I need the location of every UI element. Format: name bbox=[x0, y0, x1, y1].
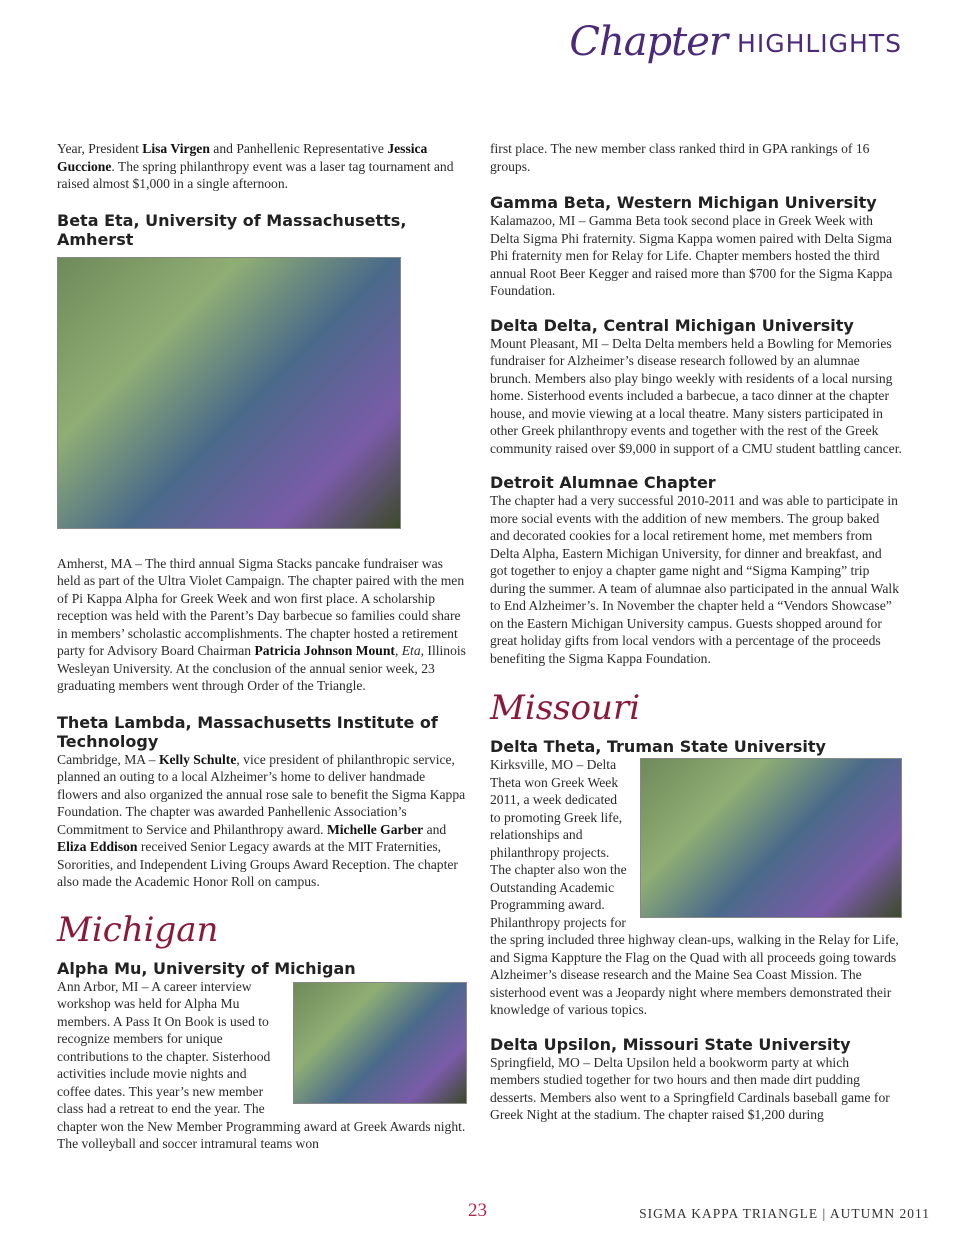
delta-delta-paragraph: Mount Pleasant, MI – Delta Delta members held a Bowling for Memories fundraiser for Alzheimer’s disease research followed by an alumnae brunch. Members also play bingo weekly with residents of a local nursing home. Sisterhood events included a barbecue, a taco dinner at the chapter house, and movie viewing at a local theatre. Many sisters participated in other Greek philanthropy events and together with the rest of the Greek community raised over $9,000 in support of a CMU student battling cancer. bbox=[490, 335, 902, 456]
delta-upsilon-paragraph: Springfield, MO – Delta Upsilon held a bookworm party at which members studied together for two hours and then made dirt pudding desserts. Members also went to a Springfield Cardinals baseball game for Greek Night at the stadium. The chapter raised $1,200 during bbox=[490, 1054, 890, 1122]
gamma-beta-paragraph: Kalamazoo, MI – Gamma Beta took second place in Greek Week with Delta Sigma Phi fraternity. Sigma Kappa women paired with Delta Sigma Phi fraternity men for Relay for Life. Chapter members hosted the third annual Root Beer Kegger and raised more than $700 for the Sigma Kappa Foundation. bbox=[490, 213, 893, 298]
left-column bbox=[57, 140, 467, 1153]
detroit-paragraph: The chapter had a very successful 2010-2011 and was able to participate in more social events with the addition of new members. The group baked and decorated cookies for a local retirement home, met members from Delta Alpha, Eastern Michigan University, for dinner and breakfast, and got together to enjoy a chapter game night and “Sigma Kamping” trip during the summer. A team of alumnae also participated in the annual Walk to End Alzheimer’s. In November the chapter held a “Vendors Showcase” on the Eastern Michigan University campus. Guests shopped around for great holiday gifts from local vendors with a percentage of the proceeds benefiting the Sigma Kappa Foundation. bbox=[490, 493, 899, 666]
header-script-word: Chapter bbox=[569, 19, 728, 65]
state-heading-michigan: Michigan bbox=[57, 909, 219, 950]
theta-lambda-heading: Theta Lambda, Massachusetts Institute of Technology bbox=[57, 712, 438, 751]
theta-lambda-paragraph: Cambridge, MA – Kelly Schulte, vice president of philanthropic service, planned an outing to a local Alzheimer’s home to deliver handmade flowers and also organized the annual rose sale to benefit the Sigma Kappa Foundation. The chapter was awarded Panhellenic Association’s Commitment to Service and Philanthropy award. Michelle Garber and Eliza Eddison received Senior Legacy awards at the MIT Fraternities, Sororities, and Independent Living Groups Award Reception. The chapter also made the Academic Honor Roll on campus. bbox=[57, 751, 466, 889]
state-heading-missouri: Missouri bbox=[490, 688, 641, 728]
publication-line: SIGMA KAPPA TRIANGLE | AUTUMN 2011 bbox=[639, 1206, 930, 1221]
continued-paragraph: first place. The new member class ranked third in GPA rankings of 16 groups. bbox=[490, 141, 870, 174]
beta-eta-paragraph: Amherst, MA – The third annual Sigma Stacks pancake fundraiser was held as part of the Ultra Violet Campaign. The chapter paired with the men of Pi Kappa Alpha for Greek Week and won first place. A scholarship reception was held with the Parent’s Day barbecue so families could share in members’ scholastic accomplishments. The chapter hosted a retirement party for Advisory Board Chairman Patricia Johnson Mount, Eta, Illinois Wesleyan University. At the conclusion of the annual senior week, 23 graduating members went through Order of the Triangle. bbox=[57, 555, 466, 693]
alpha-mu-heading: Alpha Mu, University of Michigan bbox=[57, 958, 356, 978]
right-column bbox=[490, 140, 902, 1124]
header-caps-word: HIGHLIGHTS bbox=[737, 29, 902, 58]
alpha-mu-photo bbox=[293, 982, 467, 1104]
page-header bbox=[569, 19, 902, 65]
delta-theta-paragraph: Kirksville, MO – Delta Theta won Greek Week 2011, a week dedicated to promoting Greek life, relationships and philanthropy projects. The chapter also won the Outstanding Academic Programming award. Philanthropy projects for the spring included three highway clean-ups, walking in the Relay for Life, and Sigma Kappture the Flag on the Quad with all proceeds going towards Alzheimer’s disease research and the Maine Sea Coast Mission. The sisterhood event was a Jeopardy night where members demonstrated their knowledge of various topics. bbox=[490, 757, 899, 1017]
beta-eta-photo bbox=[57, 257, 401, 529]
delta-delta-heading: Delta Delta, Central Michigan University bbox=[490, 315, 854, 335]
intro-paragraph: Year, President Lisa Virgen and Panhellenic Representative Jessica Guccione. The spring philanthropy event was a laser tag tournament and raised almost $1,000 in a single afternoon. bbox=[57, 141, 454, 191]
page-number: 23 bbox=[468, 1200, 487, 1221]
beta-eta-heading: Beta Eta, University of Massachusetts, Amherst bbox=[57, 210, 407, 249]
delta-theta-photo bbox=[640, 758, 902, 918]
alpha-mu-paragraph: Ann Arbor, MI – A career interview workshop was held for Alpha Mu members. A Pass It On Book is used to recognize members for unique contributions to the chapter. Sisterhood activities include movie nights and coffee dates. This year’s new member class had a retreat to end the year. The chapter won the New Member Programming award at Greek Awards night. The volleyball and soccer intramural teams won bbox=[57, 978, 466, 1151]
delta-theta-heading: Delta Theta, Truman State University bbox=[490, 737, 826, 756]
detroit-heading: Detroit Alumnae Chapter bbox=[490, 473, 716, 492]
gamma-beta-heading: Gamma Beta, Western Michigan University bbox=[490, 193, 877, 212]
delta-upsilon-heading: Delta Upsilon, Missouri State University bbox=[490, 1034, 851, 1054]
